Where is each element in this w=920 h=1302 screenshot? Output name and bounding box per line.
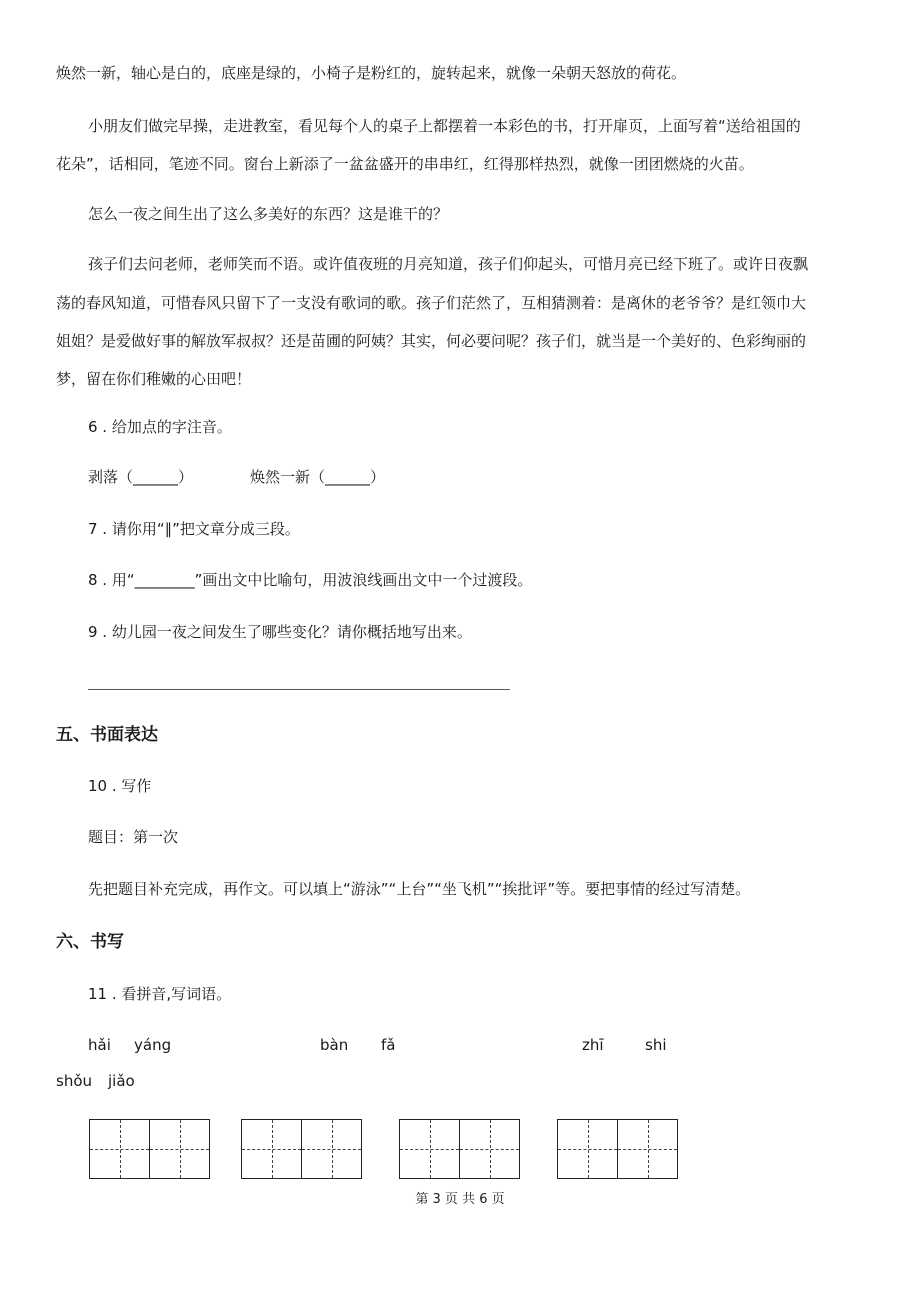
passage-line: 小朋友们做完早操，走进教室，看见每个人的桌子上都摆着一本彩色的书，打开扉页，上面写着“送给祖国的 <box>88 117 801 135</box>
pinyin-syllable: shi <box>645 1036 667 1054</box>
pinyin-syllable: shǒu <box>56 1072 93 1090</box>
question-6-item: 焕然一新（______） <box>250 468 386 486</box>
passage-line: 孩子们去问老师，老师笑而不语。或许值夜班的月亮知道，孩子们仰起头，可惜月亮已经下班了。或许日夜飘 <box>88 255 809 273</box>
question-9: 9 . 幼儿园一夜之间发生了哪些变化？请你概括地写出来。 <box>88 623 472 641</box>
pinyin-syllable: jiǎo <box>108 1072 135 1090</box>
pinyin-syllable: hǎi <box>88 1036 111 1054</box>
pinyin-syllable: fǎ <box>381 1036 396 1054</box>
section-heading: 六、书写 <box>56 932 124 952</box>
writing-topic: 题目：第一次 <box>88 828 179 846</box>
writing-grid[interactable] <box>241 1119 362 1179</box>
writing-cell[interactable] <box>459 1119 520 1179</box>
pinyin-syllable: bàn <box>320 1036 349 1054</box>
passage-line: 焕然一新，轴心是白的，底座是绿的，小椅子是粉红的，旋转起来，就像一朵朝天怒放的荷花。 <box>56 64 687 82</box>
passage-line: 姐姐？是爱做好事的解放军叔叔？还是苗圃的阿姨？其实，何必要问呢？孩子们，就当是一个美好的、色彩绚丽的 <box>56 332 807 350</box>
writing-cell[interactable] <box>301 1119 362 1179</box>
passage-line: 花朵”，话相同，笔迹不同。窗台上新添了一盆盆盛开的串串红，红得那样热烈，就像一团团燃烧的火苗。 <box>56 155 754 173</box>
passage-line: 怎么一夜之间生出了这么多美好的东西？这是谁干的？ <box>88 205 449 223</box>
question-6: 6 . 给加点的字注音。 <box>88 418 232 436</box>
question-11: 11 . 看拼音,写词语。 <box>88 985 232 1003</box>
writing-cell[interactable] <box>149 1119 210 1179</box>
writing-instruction: 先把题目补充完成，再作文。可以填上“游泳”“上台”“坐飞机”“挨批评”等。要把事情的经过写清楚。 <box>88 880 751 898</box>
writing-cell[interactable] <box>617 1119 678 1179</box>
question-7: 7 . 请你用“∥”把文章分成三段。 <box>88 520 300 538</box>
writing-grid[interactable] <box>399 1119 520 1179</box>
writing-cell[interactable] <box>241 1119 302 1179</box>
writing-grid[interactable] <box>557 1119 678 1179</box>
pinyin-syllable: yáng <box>134 1036 172 1054</box>
question-6-item: 剥落（______） <box>88 468 194 486</box>
pinyin-syllable: zhī <box>582 1036 604 1054</box>
question-10: 10 . 写作 <box>88 777 152 795</box>
writing-cell[interactable] <box>557 1119 618 1179</box>
page-number: 第 3 页 共 6 页 <box>415 1192 505 1207</box>
writing-cell[interactable] <box>399 1119 460 1179</box>
writing-grid[interactable] <box>89 1119 210 1179</box>
passage-line: 荡的春风知道，可惜春风只留下了一支没有歌词的歌。孩子们茫然了，互相猜测着：是离休的老爷爷？是红领巾大 <box>56 294 807 312</box>
question-8: 8 . 用“________”画出文中比喻句，用波浪线画出文中一个过渡段。 <box>88 571 533 589</box>
section-heading: 五、书面表达 <box>56 725 158 745</box>
answer-line <box>88 689 510 690</box>
writing-cell[interactable] <box>89 1119 150 1179</box>
passage-line: 梦，留在你们稚嫩的心田吧！ <box>56 370 252 388</box>
